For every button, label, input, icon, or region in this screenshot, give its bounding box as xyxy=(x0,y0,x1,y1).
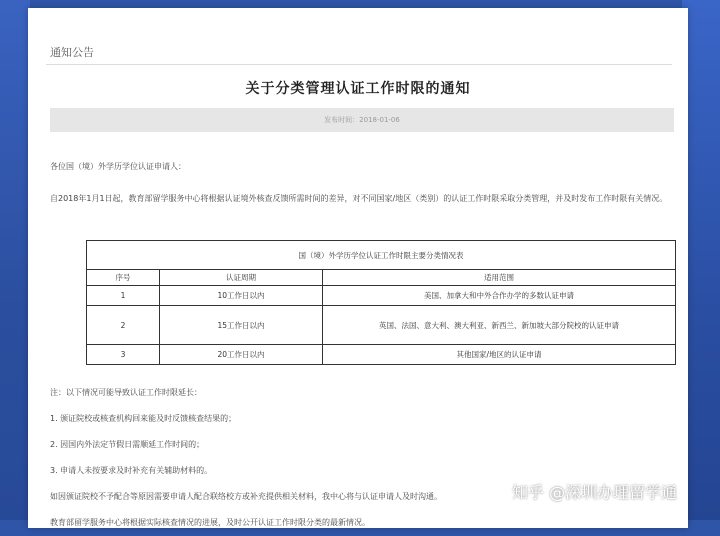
row-period: 15工作日以内 xyxy=(160,306,323,345)
salutation: 各位国（境）外学历学位认证申请人： xyxy=(50,162,186,171)
note-line: 教育部留学服务中心将根据实际核查情况的进展，及时公开认证工作时限分类的最新情况。 xyxy=(50,518,370,527)
row-scope: 英国、法国、意大利、澳大利亚、新西兰、新加坡大部分院校的认证申请 xyxy=(323,306,676,345)
breadcrumb-divider xyxy=(46,64,672,65)
background-left xyxy=(0,0,30,520)
note-line: 1. 颁证院校或核查机构回来能及时反馈核查结果的； xyxy=(50,414,237,423)
row-number: 3 xyxy=(87,345,160,365)
row-scope: 美国、加拿大和中外合作办学的多数认证申请 xyxy=(323,286,676,306)
watermark: 知乎 @深圳办理留学通 xyxy=(512,483,678,502)
publish-info: 发布时间：2018-01-06 xyxy=(324,116,400,124)
table-row xyxy=(87,345,676,365)
table-row xyxy=(87,306,676,345)
table-row xyxy=(87,286,676,306)
table-header-period: 认证周期 xyxy=(160,270,323,286)
note-line: 注：以下情况可能导致认证工作时限延长： xyxy=(50,388,202,397)
table-header-scope: 适用范围 xyxy=(323,270,676,286)
intro-paragraph: 自2018年1月1日起，教育部留学服务中心将根据认证境外核查反馈所需时间的差异，对不同国家/地区（类别）的认证工作时限采取分类管理，并及时发布工作时限有关情况。 xyxy=(50,194,668,203)
notes-section xyxy=(50,380,680,536)
page-title: 关于分类管理认证工作时限的通知 xyxy=(245,81,471,97)
row-period: 10工作日以内 xyxy=(160,286,323,306)
table-caption: 国（境）外学历学位认证工作时限主要分类情况表 xyxy=(87,241,676,270)
publish-info-bar xyxy=(50,108,674,132)
row-number: 2 xyxy=(87,306,160,345)
note-line: 2. 因国内外法定节假日需顺延工作时间的； xyxy=(50,440,205,449)
breadcrumb[interactable]: 通知公告 xyxy=(50,46,94,59)
timeline-table xyxy=(86,240,676,365)
row-number: 1 xyxy=(87,286,160,306)
note-line: 3. 申请人未按要求及时补充有关辅助材料的。 xyxy=(50,466,213,475)
row-scope: 其他国家/地区的认证申请 xyxy=(323,345,676,365)
notice-page xyxy=(28,8,688,528)
table-header-no: 序号 xyxy=(87,270,160,286)
note-line: 如因颁证院校不予配合等原因需要申请人配合联络校方或补充提供相关材料，我中心将与认证申请人及时沟通。 xyxy=(50,492,442,501)
row-period: 20工作日以内 xyxy=(160,345,323,365)
